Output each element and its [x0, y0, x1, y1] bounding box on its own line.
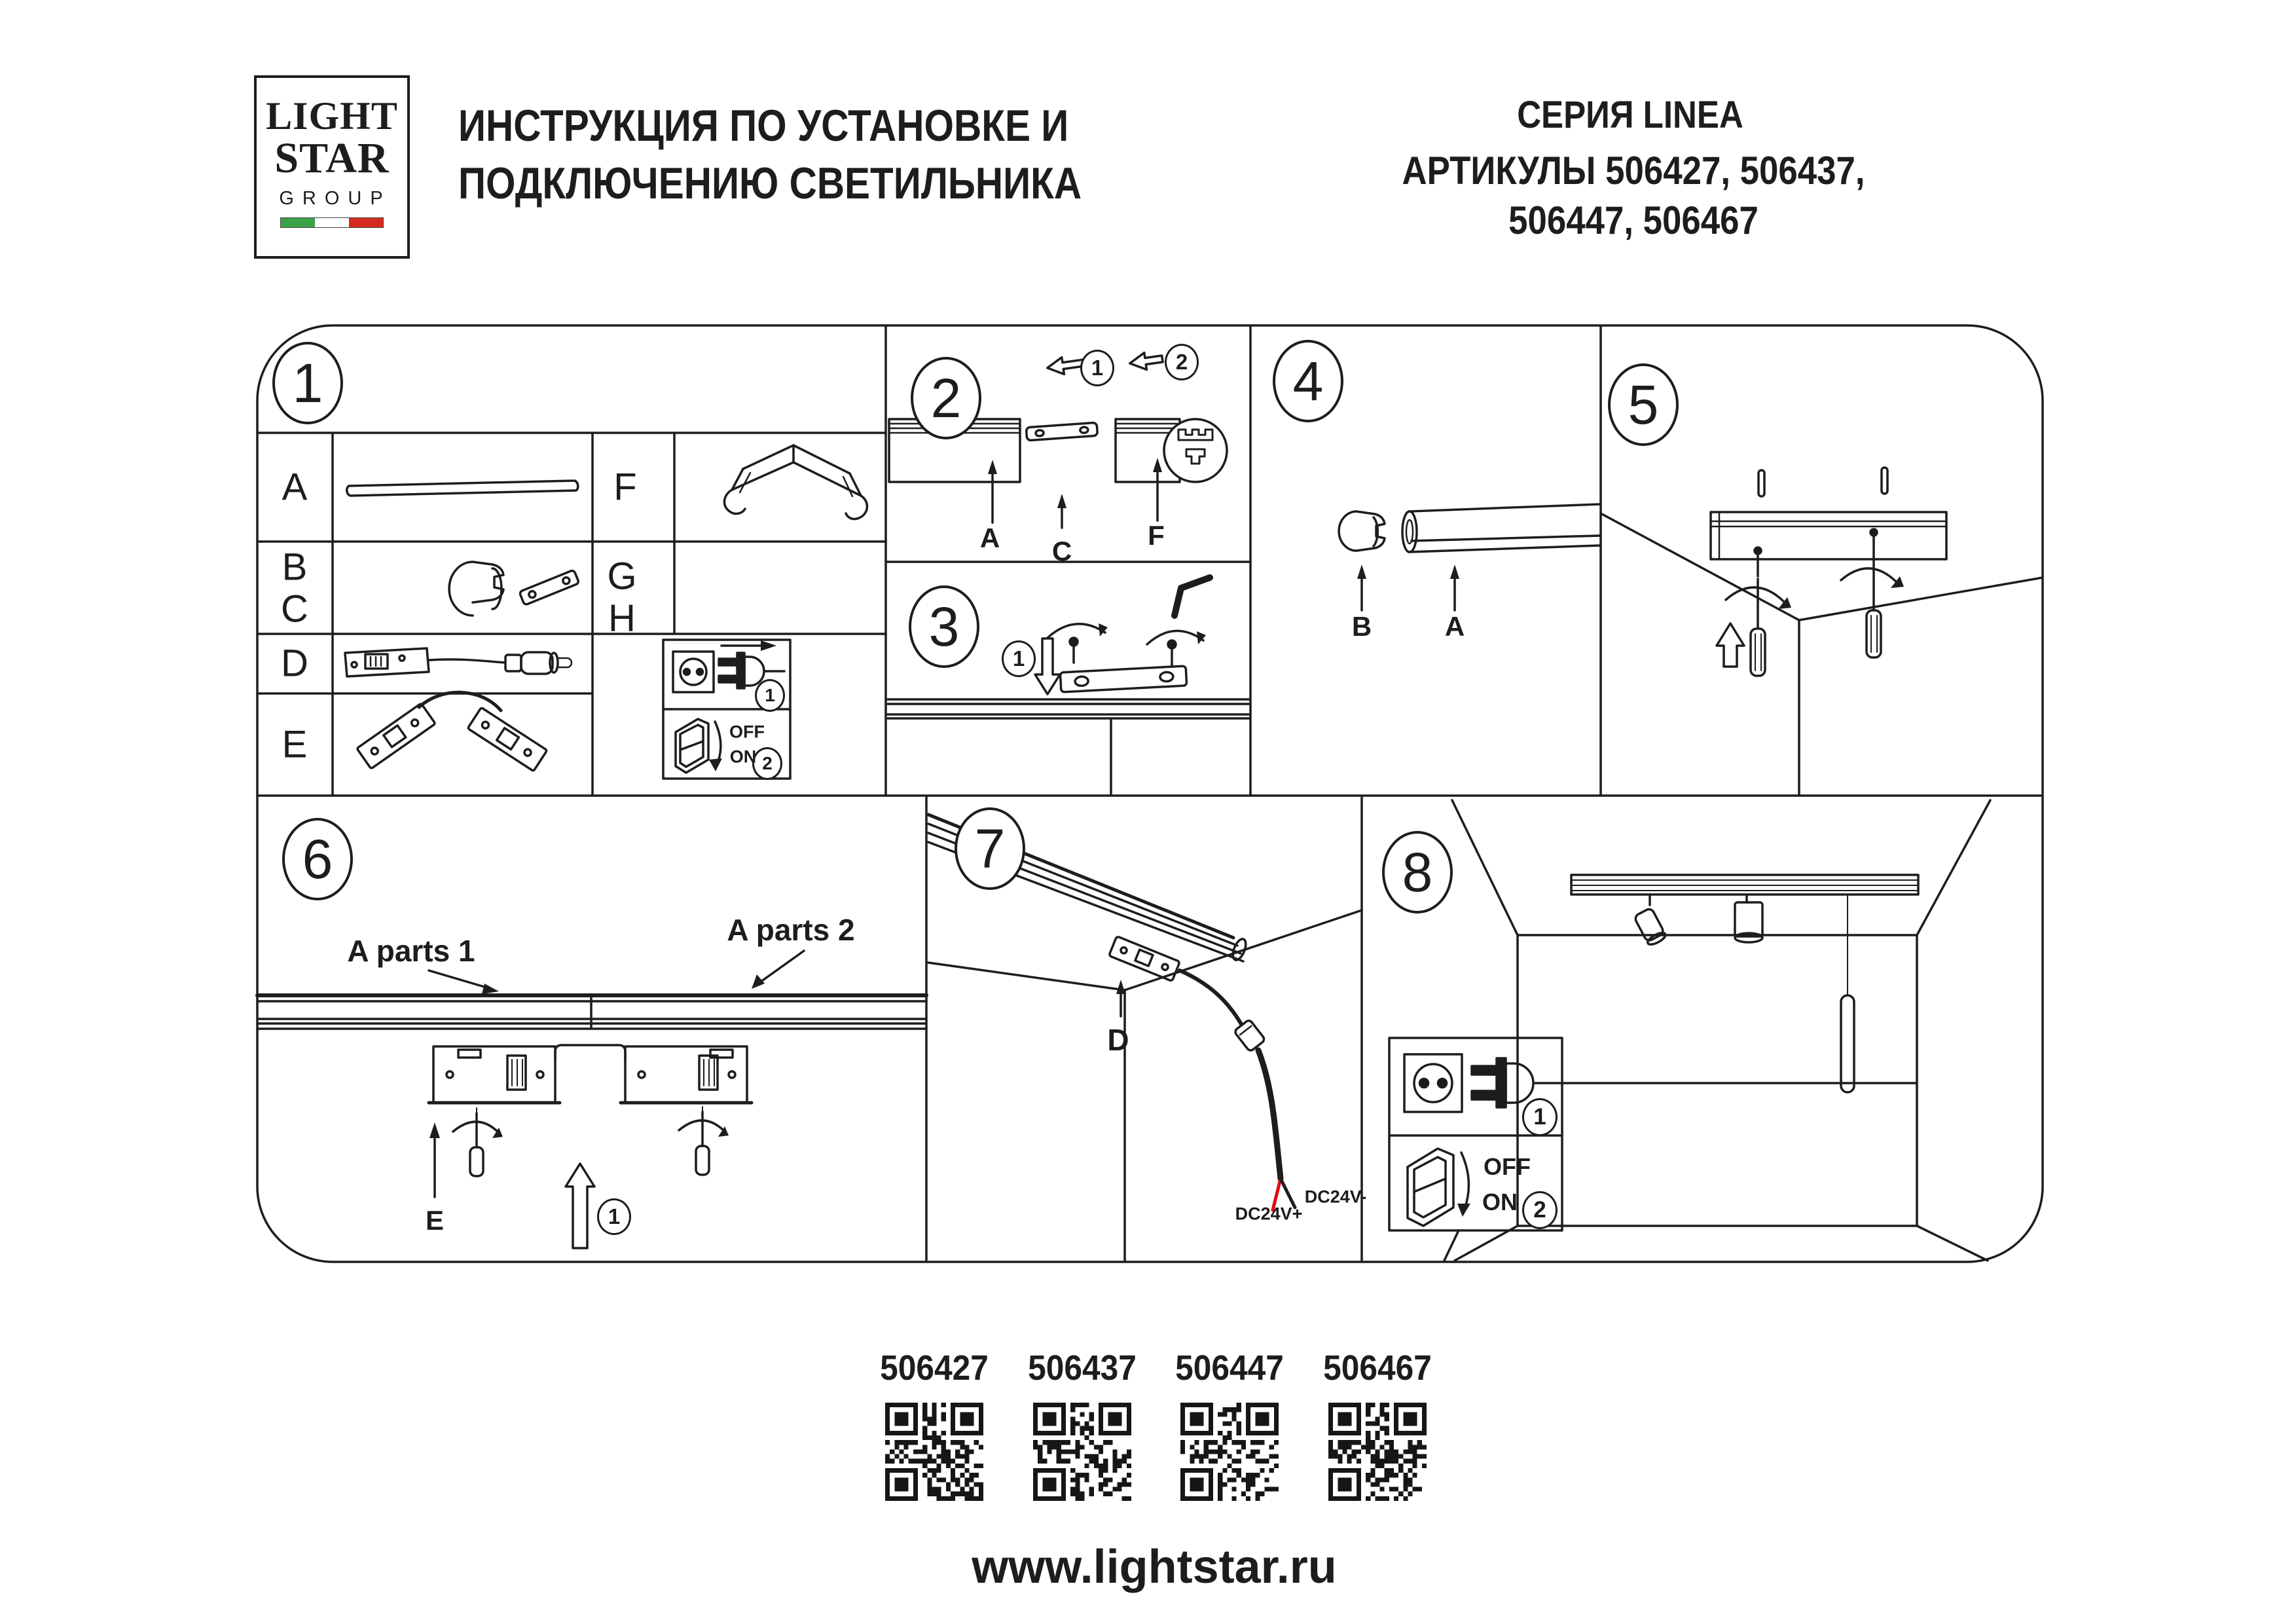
logo-word-light: LIGHT [266, 94, 398, 138]
step-circle-1: 1 [597, 1198, 631, 1235]
callout-c: C [1051, 536, 1072, 566]
part-label-h: H [608, 597, 636, 640]
press-down-arrow [1035, 638, 1060, 694]
push-up-arrow [1717, 623, 1744, 667]
part-label-f: F [613, 466, 637, 509]
panel2-callout-arrows [988, 458, 1162, 528]
step-circle-2: 2 [752, 747, 782, 780]
part-e-corner-connector [357, 692, 547, 771]
title-line-2: ПОДКЛЮЧЕНИЮ СВЕТИЛЬНИКА [458, 158, 1082, 209]
qr-pattern [1328, 1403, 1427, 1501]
switch-icon [676, 719, 722, 773]
part-b-end-cap [449, 562, 503, 616]
room-overview-diagram [1389, 800, 1990, 1261]
pendant-light [1841, 895, 1854, 1092]
step-circle-1: 1 [1002, 640, 1036, 677]
part-c-connector-plate [519, 570, 579, 605]
endcap-insertion-diagram [1339, 504, 1599, 610]
callout-a: A [1444, 611, 1465, 642]
step-circle-1: 1 [1080, 350, 1114, 386]
panel-number-7: 7 [955, 807, 1025, 890]
logo-word-star: STAR [274, 134, 390, 182]
part-label-c: C [281, 587, 308, 631]
screwdriver-icon [470, 1108, 483, 1176]
panel-number-1: 1 [272, 342, 343, 424]
ceiling-mounting-diagram [1601, 468, 2043, 794]
page-title [458, 97, 1082, 213]
part-f-corner-track [724, 445, 867, 519]
callout-b: B [1351, 611, 1372, 642]
qr-code-506427 [885, 1403, 983, 1501]
callout-a: A [979, 523, 1000, 553]
step-circle-1: 1 [755, 679, 785, 712]
screwdriver-icon [696, 1107, 709, 1175]
switch-icon [1408, 1149, 1453, 1226]
socket-icon [1404, 1054, 1462, 1112]
panel-number-4: 4 [1273, 340, 1343, 422]
website-url: www.lightstar.ru [972, 1541, 1337, 1593]
part-label-d: D [281, 642, 308, 685]
switch-on-label: ON [729, 747, 757, 767]
articles-line-1: АРТИКУЛЫ 506427, 506437, [1402, 149, 1865, 193]
spot-light [1633, 908, 1667, 947]
track-connection-diagram [257, 951, 926, 1248]
panel-number-5: 5 [1608, 363, 1679, 446]
panel-grid [257, 325, 2043, 1262]
title-line-1: ИНСТРУКЦИЯ ПО УСТАНОВКЕ И [458, 101, 1069, 151]
qr-pattern [1180, 1403, 1279, 1501]
step-circle-1: 1 [1522, 1098, 1558, 1136]
lightstar-logo [254, 75, 410, 259]
switch-off-label: OFF [1484, 1153, 1531, 1180]
series-title: СЕРИЯ LINEA [1517, 94, 1743, 136]
part-a-track-profile [347, 481, 578, 496]
article-number: 506467 [1323, 1348, 1432, 1388]
part-label-g: G [607, 555, 637, 598]
push-up-arrow [566, 1164, 594, 1248]
dc-minus-wire [1281, 1179, 1295, 1208]
part-d-power-connector [345, 648, 572, 676]
italy-flag-icon [280, 217, 384, 228]
label-a-parts-1: A parts 1 [347, 934, 475, 968]
step-circle-2: 2 [1522, 1191, 1558, 1229]
qr-code-506437 [1033, 1403, 1131, 1501]
qr-code-506467 [1328, 1403, 1427, 1501]
callout-f: F [1148, 520, 1165, 551]
part-label-e: E [282, 723, 308, 766]
logo-word-group: GROUP [279, 188, 392, 209]
allen-key-icon [1175, 578, 1210, 616]
article-number: 506427 [880, 1348, 989, 1388]
step-circle-2: 2 [1165, 344, 1199, 380]
dowel-icon [1758, 470, 1764, 496]
switch-on-label: ON [1482, 1189, 1518, 1215]
panel-number-2: 2 [911, 357, 981, 439]
dowel-icon [1882, 468, 1887, 494]
socket-icon [673, 652, 714, 692]
articles-line-2: 506447, 506467 [1508, 198, 1758, 242]
panel-number-6: 6 [282, 818, 353, 900]
part-label-a: A [282, 466, 308, 509]
dc24v-plus-label: DC24V+ [1235, 1204, 1303, 1224]
article-number: 506437 [1028, 1348, 1137, 1388]
panel-number-8: 8 [1382, 831, 1453, 913]
dc24v-minus-label: DC24V- [1304, 1187, 1367, 1207]
qr-code-506447 [1180, 1403, 1279, 1501]
callout-d: D [1107, 1023, 1129, 1057]
label-a-parts-2: A parts 2 [727, 913, 855, 947]
callout-e: E [425, 1205, 445, 1236]
screwdriver-icon [1751, 579, 1765, 676]
panel-number-3: 3 [909, 585, 979, 668]
part-label-b: B [282, 545, 308, 589]
switch-off-label: OFF [729, 722, 765, 742]
article-number: 506447 [1175, 1348, 1284, 1388]
qr-pattern [1033, 1403, 1131, 1501]
qr-pattern [885, 1403, 983, 1501]
